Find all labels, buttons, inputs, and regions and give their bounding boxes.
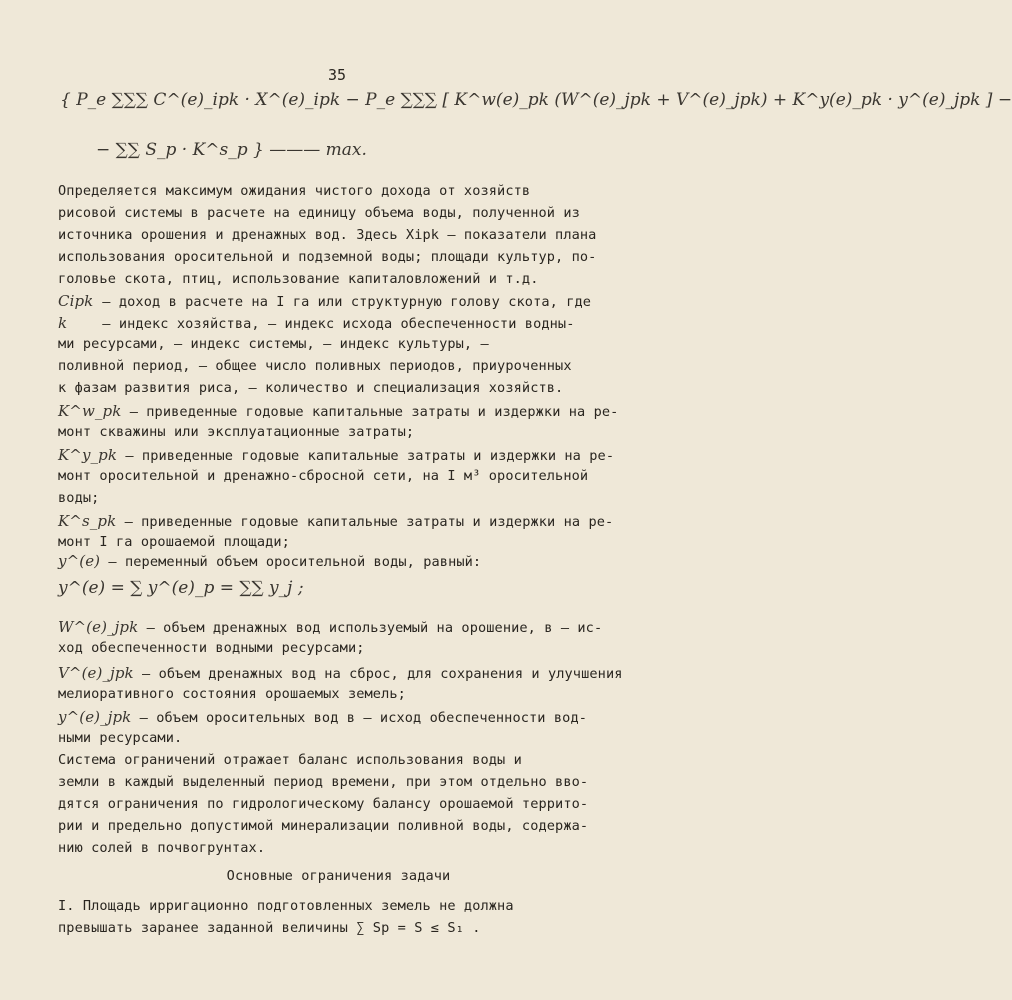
symbol-v: V^(e)_jpk — [58, 664, 134, 682]
text-line: рии и предельно допустимой минерализации поливной воды, содержа- — [58, 818, 589, 834]
page-number: 35 — [328, 66, 347, 84]
symbol-kw: K^w_pk — [58, 402, 122, 420]
text-line: – приведенные годовые капитальные затраты и издержки на ре- — [125, 448, 615, 464]
symbol-yjpk: y^(e)_jpk — [58, 708, 132, 726]
text-line: ными ресурсами. — [58, 730, 183, 746]
text-line: – приведенные годовые капитальные затраты и издержки на ре- — [129, 404, 619, 420]
text-line: мелиоративного состояния орошаемых земель; — [58, 686, 406, 702]
text-line: – переменный объем оросительной воды, равный: — [108, 554, 482, 570]
symbol-w: W^(e)_jpk — [58, 618, 139, 636]
text-line: рисовой системы в расчете на единицу объема воды, полученной из — [58, 205, 580, 221]
sum-formula: y^(e) = ∑ y^(e)_p = ∑∑ y_j ; — [58, 578, 304, 598]
text-line: нию солей в почвогрунтах. — [58, 840, 266, 856]
text-line: ход обеспеченности водными ресурсами; — [58, 640, 365, 656]
text-line: – доход в расчете на I га или структурную голову скота, где — [102, 294, 592, 310]
text-line: Система ограничений отражает баланс использования воды и — [58, 752, 522, 768]
symbol-y: y^(e) — [58, 552, 101, 570]
text-line: – объем оросительных вод в – исход обеспеченности вод- — [139, 710, 588, 726]
objective-formula-line-2: − ∑∑ S_p · K^s_p } ——— max. — [96, 140, 367, 160]
text-line: – приведенные годовые капитальные затраты и издержки на ре- — [124, 514, 614, 530]
text-line: головье скота, птиц, использование капиталовложений и т.д. — [58, 271, 539, 287]
text-line: ми ресурсами, – индекс системы, – индекс культуры, – — [58, 336, 489, 352]
symbol-cipk: Cipk — [58, 292, 94, 310]
text-line: – индекс хозяйства, – индекс исхода обеспеченности водны- — [102, 316, 575, 332]
text-line: монт I га орошаемой площади; — [58, 534, 290, 550]
symbol-ks: K^s_pk — [58, 512, 117, 530]
objective-formula-line-1: { P_e ∑∑∑ C^(e)_ipk · X^(e)_ipk − P_e ∑∑∑ [ K^w(e)_pk (W^(e)_jpk + V^(e)_jpk) + K^y(e)_pk · y^(e)_jpk ] − — [60, 90, 1012, 110]
text-line: – объем дренажных вод используемый на орошение, в – ис- — [146, 620, 603, 636]
text-line: монт скважины или эксплуатационные затраты; — [58, 424, 415, 440]
symbol-k: k — [58, 314, 68, 332]
text-line: превышать заранее заданной величины ∑ Sp = S ≤ S₁ . — [58, 920, 481, 936]
text-line: дятся ограничения по гидрологическому балансу орошаемой террито- — [58, 796, 589, 812]
text-line: – объем дренажных вод на сброс, для сохранения и улучшения — [142, 666, 623, 682]
text-line: I. Площадь ирригационно подготовленных земель не должна — [58, 898, 514, 914]
section-heading: Основные ограничения задачи — [226, 868, 451, 884]
text-line: источника орошения и дренажных вод. Здесь Xipk – показатели плана — [58, 227, 597, 243]
text-line: монт оросительной и дренажно-сбросной сети, на I м³ оросительной — [58, 468, 589, 484]
text-line: поливной период, – общее число поливных периодов, приуроченных — [58, 358, 572, 374]
text-line: использования оросительной и подземной воды; площади культур, по- — [58, 249, 597, 265]
symbol-ky: K^y_pk — [58, 446, 118, 464]
text-line: Определяется максимум ожидания чистого дохода от хозяйств — [58, 183, 531, 199]
text-line: земли в каждый выделенный период времени, при этом отдельно вво- — [58, 774, 589, 790]
text-line: воды; — [58, 490, 100, 506]
text-line: к фазам развития риса, – количество и специализация хозяйств. — [58, 380, 564, 396]
